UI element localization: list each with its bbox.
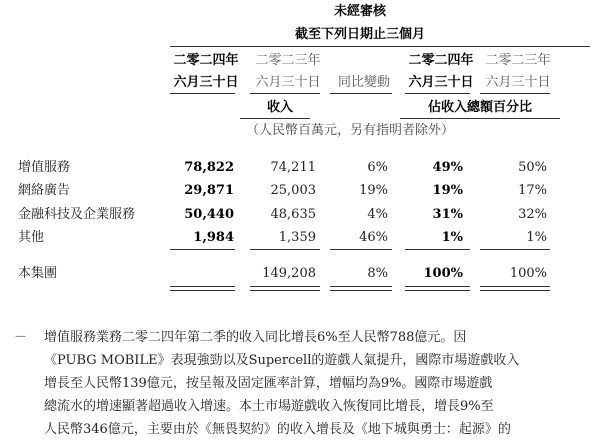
- row-label: 增值服務: [18, 160, 71, 175]
- paragraph-line: 總流水的增速顯著超過收入增速。本土市場遊戲收入恢復同比增長，增長9%至: [44, 399, 494, 414]
- col-pct-2023-year: 二零二三年: [485, 53, 551, 68]
- rev-2023: 74,211: [270, 160, 316, 175]
- rev-2023: 48,635: [270, 207, 316, 222]
- revenue-label: 收入: [266, 100, 293, 115]
- pct-2023: 32%: [518, 207, 547, 222]
- double-rule-yoy: [330, 286, 392, 291]
- col-2023-year: 二零二三年: [255, 53, 321, 68]
- col-pct-2024-year: 二零二四年: [408, 53, 474, 68]
- double-rule-pct-2024: [405, 286, 470, 291]
- rule-yoy: [330, 93, 392, 94]
- col-2023-date: 六月三十日: [255, 75, 321, 90]
- rule-2024: [170, 93, 235, 94]
- rev-2023: 25,003: [270, 183, 316, 198]
- col-pct-2024-date: 六月三十日: [408, 75, 474, 90]
- rev-2024: 78,822: [184, 160, 234, 175]
- unit-note: （人民幣百萬元，另有指明者除外）: [245, 123, 454, 138]
- yoy-change: 46%: [359, 230, 388, 245]
- paragraph-line: 《PUBG MOBILE》表現強勁以及Supercell的遊戲人氣提升，國際市場遊戲收入: [44, 353, 520, 368]
- pct-rule: [400, 118, 560, 119]
- pct-2024: 49%: [432, 160, 463, 175]
- sum-rule-pct-2023: [480, 249, 550, 250]
- header-rule: [170, 46, 590, 47]
- row-label: 網絡廣告: [18, 183, 71, 198]
- pct-label: 佔收入總額百分比: [427, 100, 532, 115]
- double-rule-pct-2023: [480, 286, 550, 291]
- col-yoy: 同比變動: [337, 75, 390, 90]
- rev-2024: 50,440: [184, 207, 234, 222]
- sum-rule-pct-2024: [405, 249, 470, 250]
- rule-2023: [250, 93, 320, 94]
- yoy-change: 19%: [359, 183, 388, 198]
- col-pct-2023-date: 六月三十日: [485, 75, 551, 90]
- row-label: 金融科技及企業服務: [18, 207, 136, 222]
- paragraph-line: 人民幣346億元，主要由於《無畏契約》的收入增長及《地下城與勇士：起源》的: [44, 422, 511, 437]
- yoy-change: 4%: [367, 207, 388, 222]
- pct-2024: 1%: [441, 230, 463, 245]
- pct-2023: 1%: [526, 230, 547, 245]
- paragraph-line: 增值服務業務二零二四年第二季的收入同比增長6%至人民幣788億元。因: [44, 330, 467, 345]
- audit-status: 未經審核: [333, 4, 386, 19]
- total-label: 本集團: [18, 266, 58, 281]
- double-rule-2024: [170, 286, 235, 291]
- pct-2024: 31%: [432, 207, 463, 222]
- sum-rule-2024: [170, 249, 235, 250]
- col-2024-year: 二零二四年: [173, 53, 239, 68]
- total-pct-2024: 100%: [423, 266, 463, 281]
- total-yoy: 8%: [367, 266, 388, 281]
- yoy-change: 6%: [367, 160, 388, 175]
- bullet-dash: －: [14, 330, 28, 345]
- sum-rule-yoy: [330, 249, 392, 250]
- double-rule-2023: [250, 286, 320, 291]
- period-heading: 截至下列日期止三個月: [294, 27, 425, 42]
- col-2024-date: 六月三十日: [173, 75, 239, 90]
- sum-rule-2023: [250, 249, 320, 250]
- rev-2024: 1,984: [193, 230, 234, 245]
- rule-pct-2023: [480, 93, 550, 94]
- revenue-rule: [240, 118, 310, 119]
- rule-pct-2024: [405, 93, 470, 94]
- row-label: 其他: [18, 230, 45, 245]
- paragraph-line: 增長至人民幣139億元，按呈報及固定匯率計算，增幅均為9%。國際市場遊戲: [44, 376, 493, 391]
- total-pct-2023: 100%: [509, 266, 547, 281]
- pct-2023: 17%: [518, 183, 547, 198]
- rev-2023: 1,359: [278, 230, 316, 245]
- rev-2024: 29,871: [184, 183, 234, 198]
- pct-2023: 50%: [518, 160, 547, 175]
- pct-2024: 19%: [432, 183, 463, 198]
- total-rev-2023: 149,208: [262, 266, 316, 281]
